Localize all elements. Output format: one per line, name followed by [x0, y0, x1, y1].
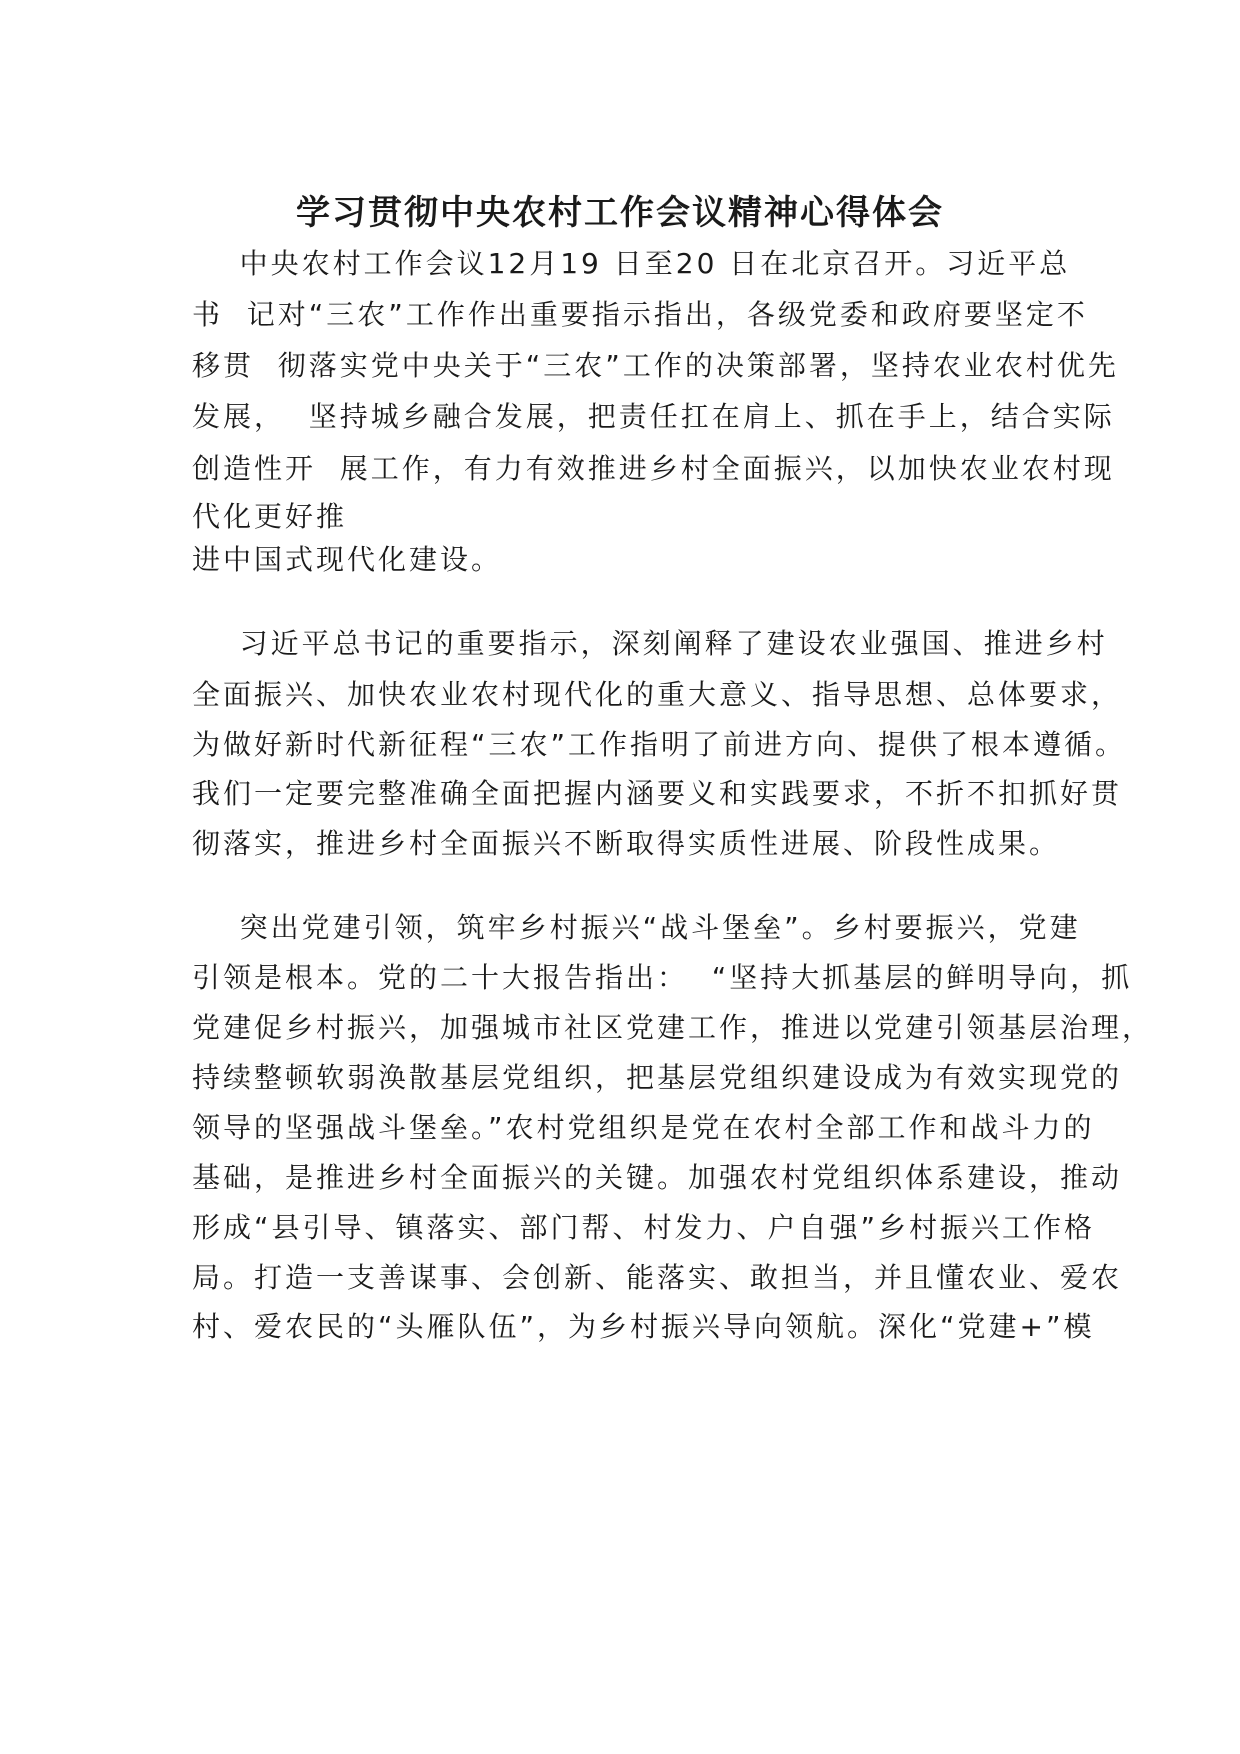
paragraph-1-line-6: 代化更好推 — [192, 500, 348, 533]
paragraph-2-line-5: 彻落实，推进乡村全面振兴不断取得实质性进展、阶段性成果。 — [192, 827, 1061, 860]
paragraph-1-line-4: 发展， 坚持城乡融合发展，把责任扛在肩上、抓在手上，结合实际 — [192, 400, 1115, 433]
paragraph-2-line-2: 全面振兴、加快农业农村现代化的重大意义、指导思想、总体要求， — [192, 678, 1123, 711]
paragraph-2-line-4: 我们一定要完整准确全面把握内涵要义和实践要求，不折不扣抓好贯 — [192, 777, 1123, 810]
paragraph-3-line-5: 领导的坚强战斗堡垒。”农村党组织是党在农村全部工作和战斗力的 — [192, 1111, 1095, 1144]
paragraph-3-line-1: 突出党建引领，筑牢乡村振兴“战斗堡垒”。乡村要振兴，党建 — [192, 911, 1081, 944]
document-title: 学习贯彻中央农村工作会议精神心得体会 — [296, 193, 944, 233]
paragraph-3-line-4: 持续整顿软弱涣散基层党组织，把基层党组织建设成为有效实现党的 — [192, 1061, 1123, 1094]
paragraph-3-line-7: 形成“县引导、镇落实、部门帮、村发力、户自强”乡村振兴工作格 — [192, 1211, 1096, 1244]
paragraph-3-line-9: 村、爱农民的“头雁队伍”，为乡村振兴导向领航。深化“党建+”模 — [192, 1310, 1095, 1343]
paragraph-2-line-3: 为做好新时代新征程“三农”工作指明了前进方向、提供了根本遵循。 — [192, 728, 1127, 761]
paragraph-1-line-5: 创造性开 展工作，有力有效推进乡村全面振兴，以加快农业农村现 — [192, 452, 1115, 485]
paragraph-3-line-8: 局。打造一支善谋事、会创新、能落实、敢担当，并且懂农业、爱农 — [192, 1261, 1123, 1294]
paragraph-1-line-1: 中央农村工作会议12月19 日至20 日在北京召开。习近平总 — [192, 247, 1071, 280]
paragraph-3-line-6: 基础，是推进乡村全面振兴的关键。加强农村党组织体系建设，推动 — [192, 1161, 1123, 1194]
paragraph-1-line-2: 书 记对“三农”工作作出重要指示指出，各级党委和政府要坚定不 — [192, 298, 1088, 331]
paragraph-1-line-3: 移贯 彻落实党中央关于“三农”工作的决策部署，坚持农业农村优先 — [192, 349, 1119, 382]
paragraph-3-line-2: 引领是根本。党的二十大报告指出： “坚持大抓基层的鲜明导向，抓 — [192, 961, 1133, 994]
paragraph-1-line-7: 进中国式现代化建设。 — [192, 543, 503, 576]
paragraph-3-line-3: 党建促乡村振兴，加强城市社区党建工作，推进以党建引领基层治理， — [192, 1011, 1154, 1044]
paragraph-2-line-1: 习近平总书记的重要指示，深刻阐释了建设农业强国、推进乡村 — [192, 627, 1108, 660]
